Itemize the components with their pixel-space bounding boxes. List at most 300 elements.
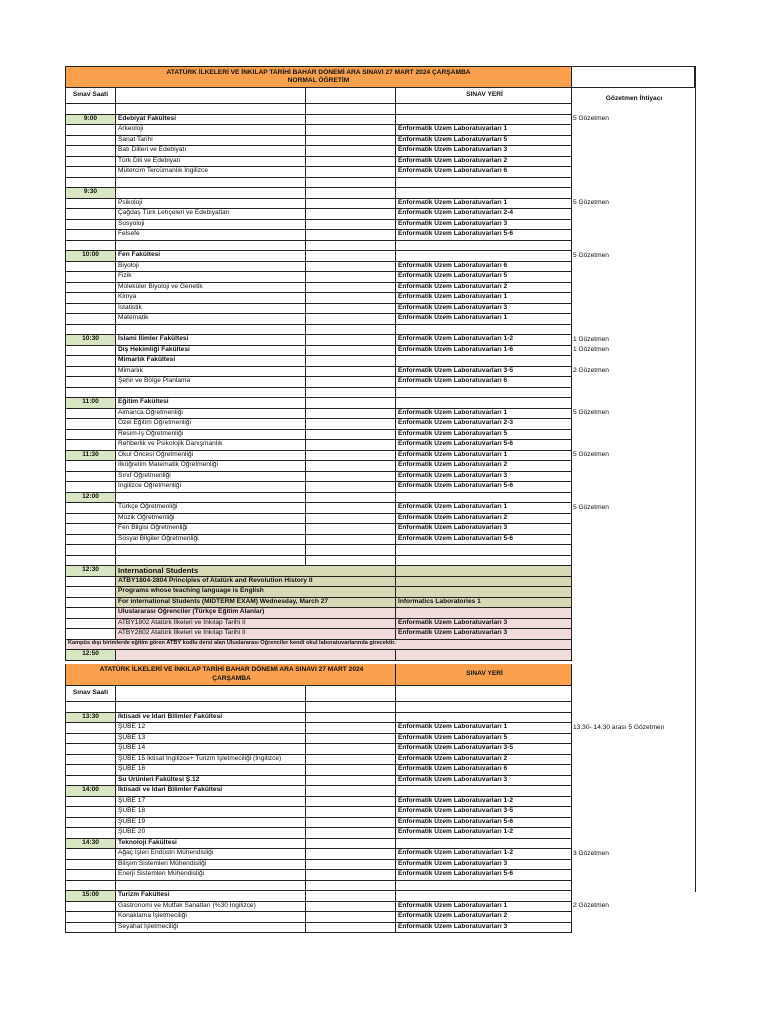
program-name-cell: Konaklama İşletmeciliği (116, 912, 306, 923)
blank-cell (306, 293, 396, 304)
program-name-cell: Rehberlik ve Psikolojik Danışmanlık (116, 440, 306, 451)
table-row (65, 125, 695, 136)
blank-cell (306, 440, 396, 451)
table-row (65, 356, 695, 367)
proctor-need-cell: 5 Gözetmen (573, 451, 609, 459)
exam-time-cell: 14:30 (65, 839, 116, 850)
exam-place-cell (396, 188, 572, 199)
exam-place-cell: Enformatik Uzem Laboratuvarları 1 (396, 314, 572, 325)
exam-place-cell: Enformatik Uzem Laboratuvarları 6 (396, 262, 572, 273)
exam-place-cell: Enformatik Uzem Laboratuvarları 3 (396, 776, 572, 787)
table-row (65, 325, 695, 336)
exam-time-cell (65, 577, 116, 588)
table-row (65, 461, 695, 472)
table-row (65, 272, 695, 283)
exam-time-cell (65, 776, 116, 787)
intl-midterm-row (65, 598, 695, 609)
blank-cell (306, 556, 396, 567)
intl-name-cell: ATBY2802 Atatürk İlkeleri ve İnkılap Tarihi II (116, 629, 396, 640)
blank-cell (306, 251, 396, 262)
proctor-need-cell (572, 167, 695, 178)
intl-note: Kampüs dışı birimlerde eğitim gören ATBY kodlu dersi alan Uluslararası Öğrenciler kendi okul laboratuvarlarında girecektir. (65, 640, 572, 651)
exam-time-cell (65, 556, 116, 567)
table-row (65, 178, 695, 189)
program-name-cell (116, 241, 306, 252)
program-name-cell: Moleküler Biyoloji ve Genetik (116, 283, 306, 294)
program-name-cell: İstatistik (116, 304, 306, 315)
exam-time-cell (65, 304, 116, 315)
blank-cell (306, 493, 396, 504)
intl-course-row (65, 577, 695, 588)
table-row (65, 419, 695, 430)
program-name-cell: Çağdaş Türk Lehçeleri ve Edebiyatları (116, 209, 306, 220)
program-name-cell: Enerji Sistemleri Mühendisliği (116, 870, 306, 881)
intl-name-cell (116, 650, 396, 661)
exam-place-cell (396, 104, 572, 115)
header2-title-line1: ATATÜRK İLKELERİ VE İNKILAP TARİHİ BAHAR DÖNEMİ ARA SINAVI 27 MART 2024 (99, 666, 364, 674)
proctor-need-cell (572, 776, 695, 787)
header-title-line1: ATATÜRK İLKELERİ VE İNKILAP TARİHİ BAHAR DÖNEMİ ARA SINAVI 27 MART 2024 ÇARŞAMBA (166, 68, 471, 76)
table-row (65, 440, 695, 451)
header-title-row (65, 66, 695, 88)
exam-time-cell (65, 482, 116, 493)
table-row (65, 335, 695, 346)
exam-time-cell: 12:50 (65, 650, 116, 661)
exam-time-cell (65, 860, 116, 871)
exam-time-cell (65, 734, 116, 745)
table-row (65, 786, 695, 797)
col-exam-place: SINAV YERİ (396, 88, 572, 104)
exam-place-cell: Enformatik Uzem Laboratuvarları 5-6 (396, 870, 572, 881)
table-row (65, 828, 695, 839)
exam-place-cell (396, 891, 572, 902)
exam-place-cell (396, 545, 572, 556)
proctor-need-cell (572, 765, 695, 776)
table-row (65, 744, 695, 755)
proctor-need-cell: 1 Gözetmen (573, 346, 609, 354)
exam-time-cell: 15:00 (65, 891, 116, 902)
table-row (65, 251, 695, 262)
exam-place-cell (396, 356, 572, 367)
exam-time-cell (65, 430, 116, 441)
blank-cell (306, 335, 396, 346)
exam-time-cell (65, 178, 116, 189)
exam-time-cell (65, 136, 116, 147)
proctor-need-cell (572, 241, 695, 252)
table-row (65, 839, 695, 850)
exam-time-cell (65, 923, 116, 934)
exam-time-cell (65, 388, 116, 399)
exam-time-cell (65, 199, 116, 210)
program-name-cell: Müzik Öğretmenliği (116, 514, 306, 525)
exam-time-cell (65, 409, 116, 420)
program-name-cell: ŞUBE 16 (116, 765, 306, 776)
blank-cell (306, 230, 396, 241)
proctor-need-cell (572, 356, 695, 367)
table-row (65, 849, 695, 860)
exam-place-cell: Enformatik Uzem Laboratuvarları 3-5 (396, 807, 572, 818)
exam-time-cell (65, 629, 116, 640)
program-name-cell: İngilizce Öğretmenliği (116, 482, 306, 493)
table-row (65, 535, 695, 546)
blank-cell (306, 923, 396, 934)
blank-cell (306, 199, 396, 210)
table-row (65, 398, 695, 409)
blank-cell (306, 744, 396, 755)
blank-cell (306, 125, 396, 136)
exam-place-cell: Enformatik Uzem Laboratuvarları 2-3 (396, 419, 572, 430)
proctor-need-cell (572, 493, 695, 504)
program-name-cell: Edebiyat Fakültesi (116, 115, 306, 126)
table-row (65, 713, 695, 724)
exam-time-cell: 12:30 (65, 566, 116, 577)
blank-cell (306, 723, 396, 734)
proctor-need-cell (572, 230, 695, 241)
exam-time-cell (65, 723, 116, 734)
program-name-cell: Teknoloji Fakültesi (116, 839, 306, 850)
proctor-need-cell (572, 325, 695, 336)
table-row (65, 430, 695, 441)
table-row (65, 923, 695, 934)
exam-place-cell: Enformatik Uzem Laboratuvarları 1-2 (396, 797, 572, 808)
proctor-need-cell (572, 734, 695, 745)
exam-place-cell: Enformatik Uzem Laboratuvarları 1-2 (396, 849, 572, 860)
program-name-cell: Psikoloji (116, 199, 306, 210)
exam-time-cell (65, 325, 116, 336)
table-row (65, 545, 695, 556)
exam-place-cell (396, 178, 572, 189)
exam-time-cell (65, 503, 116, 514)
exam-time-cell (65, 902, 116, 913)
intl-title-row (65, 566, 695, 577)
intl-course2-row (65, 629, 695, 640)
exam-place-cell: Enformatik Uzem Laboratuvarları 5 (396, 272, 572, 283)
intl-place-cell: Enformatik Uzem Laboratuvarları 3 (396, 619, 572, 630)
program-name-cell: Mütercim Tercümanlık İngilizce (116, 167, 306, 178)
table-row (65, 514, 695, 525)
intl-place-cell: Enformatik Uzem Laboratuvarları 3 (396, 629, 572, 640)
table-row (65, 776, 695, 787)
blank-cell (306, 524, 396, 535)
table-row (65, 881, 695, 892)
exam-time-cell (65, 283, 116, 294)
exam-place-cell (396, 251, 572, 262)
blank-cell (306, 545, 396, 556)
exam-place-cell (396, 839, 572, 850)
exam-place-cell: Enformatik Uzem Laboratuvarları 1 (396, 503, 572, 514)
proctor-need-cell (572, 440, 695, 451)
table-row (65, 702, 695, 713)
table-row (65, 199, 695, 210)
exam-time-cell (65, 419, 116, 430)
exam-time-cell (65, 472, 116, 483)
blank-cell (306, 461, 396, 472)
exam-place-cell (396, 325, 572, 336)
program-name-cell: Sanat Tarihi (116, 136, 306, 147)
table-row (65, 912, 695, 923)
table-row (65, 241, 695, 252)
blank-cell (306, 765, 396, 776)
program-name-cell: İslami İlimler Fakültesi (116, 335, 306, 346)
blank-cell (306, 514, 396, 525)
exam-place-cell: Enformatik Uzem Laboratuvarları 1 (396, 293, 572, 304)
proctor-need-cell: 5 Gözetmen (573, 503, 609, 511)
exam-place-cell: Enformatik Uzem Laboratuvarları 2 (396, 283, 572, 294)
proctor-need-cell: 2 Gözetmen (573, 367, 609, 375)
intl-course1-row (65, 619, 695, 630)
exam-place-cell: Enformatik Uzem Laboratuvarları 1 (396, 723, 572, 734)
header2-columns-row (65, 686, 695, 702)
table-row (65, 891, 695, 902)
proctor-need-cell (572, 220, 695, 231)
exam-time-cell (65, 356, 116, 367)
table-row (65, 409, 695, 420)
exam-place-cell: Enformatik Uzem Laboratuvarları 6 (396, 377, 572, 388)
proctor-need-cell (572, 807, 695, 818)
program-name-cell: Türk Dili ve Edebiyatı (116, 157, 306, 168)
exam-time-cell: 9:00 (65, 115, 116, 126)
intl-end-row (65, 650, 695, 661)
table-row (65, 230, 695, 241)
exam-place-cell: Enformatik Uzem Laboratuvarları 2 (396, 755, 572, 766)
table-row (65, 377, 695, 388)
exam-place-cell: Enformatik Uzem Laboratuvarları 3 (396, 472, 572, 483)
program-name-cell: Seyahat İşletmeciliği (116, 923, 306, 934)
program-name-cell: Arkeoloji (116, 125, 306, 136)
intl-name-cell: For international Students (MIDTERM EXAM) Wednesday, March 27 (116, 598, 396, 609)
intl-place-cell (396, 577, 572, 588)
program-name-cell: Almanca Öğretmenliği (116, 409, 306, 420)
table-row (65, 293, 695, 304)
table-row (65, 902, 695, 913)
intl-place-cell (396, 608, 572, 619)
blank-cell (306, 535, 396, 546)
table-row (65, 493, 695, 504)
exam-time-cell (65, 377, 116, 388)
proctor-need-cell (572, 388, 695, 399)
blank-cell (306, 702, 396, 713)
blank-cell (306, 828, 396, 839)
proctor-need-cell (572, 524, 695, 535)
blank-cell (306, 209, 396, 220)
exam-place-cell: Enformatik Uzem Laboratuvarları 1 (396, 199, 572, 210)
table-row (65, 472, 695, 483)
proctor-need-cell: 5 Gözetmen (573, 409, 609, 417)
proctor-need-cell (572, 713, 695, 724)
proctor-need-cell (572, 818, 695, 829)
blank-cell (306, 734, 396, 745)
program-name-cell: Gastronomi ve Mutfak Sanatları (%30 İngilizce) (116, 902, 306, 913)
table-row (65, 167, 695, 178)
proctor-need-cell (572, 839, 695, 850)
intl-note-row (65, 640, 695, 651)
blank-cell (306, 755, 396, 766)
program-name-cell: İktisadi ve İdari Bilimler Fakültesi (116, 713, 306, 724)
table-row (65, 220, 695, 231)
exam-time-cell: 14:00 (65, 786, 116, 797)
exam-time-cell (65, 440, 116, 451)
program-name-cell (116, 104, 306, 115)
exam-time-cell (65, 461, 116, 472)
exam-time-cell (65, 870, 116, 881)
exam-place-cell: Enformatik Uzem Laboratuvarları 1-6 (396, 346, 572, 357)
header2-title-row (65, 664, 695, 686)
program-name-cell (116, 188, 306, 199)
exam-place-cell (396, 702, 572, 713)
header2-col-time: Sınav Saati (65, 686, 116, 702)
blank-cell (306, 241, 396, 252)
program-name-cell: Diş Hekimliği Fakültesi (116, 346, 306, 357)
exam-place-cell: Enformatik Uzem Laboratuvarları 3 (396, 524, 572, 535)
exam-time-cell (65, 545, 116, 556)
program-name-cell: ŞUBE 19 (116, 818, 306, 829)
program-name-cell: Turizm Fakültesi (116, 891, 306, 902)
proctor-need-cell (572, 136, 695, 147)
blank-cell (306, 388, 396, 399)
program-name-cell: ŞUBE 14 (116, 744, 306, 755)
blank-cell (306, 325, 396, 336)
exam-time-cell (65, 230, 116, 241)
blank-cell (306, 807, 396, 818)
exam-place-cell: Enformatik Uzem Laboratuvarları 3 (396, 304, 572, 315)
blank-cell (306, 314, 396, 325)
table-row (65, 723, 695, 734)
table-row (65, 209, 695, 220)
proctor-need-cell: 5 Gözetmen (573, 115, 609, 123)
proctor-need-cell (572, 702, 695, 713)
blank-cell (306, 146, 396, 157)
program-name-cell: ŞUBE 13 (116, 734, 306, 745)
proctor-need-cell (572, 545, 695, 556)
program-name-cell: Felsefe (116, 230, 306, 241)
proctor-need-cell: 5 Gözetmen (573, 251, 609, 259)
blank-cell (306, 115, 396, 126)
exam-time-cell (65, 157, 116, 168)
table-row (65, 556, 695, 567)
program-name-cell: Biyoloji (116, 262, 306, 273)
proctor-need-cell (572, 860, 695, 871)
intl-place-cell: Informatics Laboratories 1 (396, 598, 572, 609)
blank-cell (306, 503, 396, 514)
proctor-need-cell (572, 283, 695, 294)
exam-time-cell: 12:00 (65, 493, 116, 504)
proctor-need-cell (572, 891, 695, 902)
blank-cell (306, 188, 396, 199)
proctor-need-cell (572, 398, 695, 409)
exam-place-cell: Enformatik Uzem Laboratuvarları 1 (396, 409, 572, 420)
proctor-need-cell (572, 293, 695, 304)
table-row (65, 262, 695, 273)
program-name-cell: Batı Dilleri ve Edebiyatı (116, 146, 306, 157)
exam-place-cell: Enformatik Uzem Laboratuvarları 5-6 (396, 535, 572, 546)
table-row (65, 524, 695, 535)
header2-title-line2: ÇARŞAMBA (212, 674, 251, 682)
program-name-cell: Mimarlık (116, 367, 306, 378)
exam-time-cell (65, 818, 116, 829)
exam-place-cell (396, 115, 572, 126)
intl-programs-row (65, 587, 695, 598)
exam-time-cell (65, 912, 116, 923)
exam-time-cell (65, 744, 116, 755)
program-name-cell: ŞUBE 18 (116, 807, 306, 818)
exam-place-cell: Enformatik Uzem Laboratuvarları 3 (396, 146, 572, 157)
proctor-need-cell (572, 482, 695, 493)
exam-place-cell (396, 881, 572, 892)
table-row (65, 115, 695, 126)
exam-time-cell (65, 220, 116, 231)
program-name-cell: Fizik (116, 272, 306, 283)
exam-time-cell: 11:30 (65, 451, 116, 462)
table-row (65, 314, 695, 325)
table-row (65, 734, 695, 745)
proctor-need-cell (572, 314, 695, 325)
exam-place-cell (396, 713, 572, 724)
exam-time-cell (65, 209, 116, 220)
proctor-need-cell (572, 535, 695, 546)
proctor-need-cell (572, 188, 695, 199)
exam-time-cell (65, 849, 116, 860)
exam-time-cell (65, 314, 116, 325)
blank-cell (306, 849, 396, 860)
exam-place-cell: Enformatik Uzem Laboratuvarları 5-6 (396, 818, 572, 829)
blank-cell (306, 482, 396, 493)
exam-place-cell (396, 556, 572, 567)
intl-name-cell: Programs whose teaching language is English (116, 587, 396, 598)
proctor-need-cell (572, 209, 695, 220)
table-row (65, 451, 695, 462)
exam-place-cell: Enformatik Uzem Laboratuvarları 3-5 (396, 744, 572, 755)
proctor-need-cell (572, 125, 695, 136)
program-name-cell: Matematik (116, 314, 306, 325)
exam-place-cell (396, 493, 572, 504)
table-row (65, 870, 695, 881)
table-row (65, 765, 695, 776)
intl-name-cell: Uluslararası Öğrenciler (Türkçe Eğitim Alanlar) (116, 608, 396, 619)
blank-cell (306, 912, 396, 923)
exam-place-cell: Enformatik Uzem Laboratuvarları 6 (396, 765, 572, 776)
program-name-cell: ŞUBE 15 İktisat İngilizce+ Turizm İşletmeciliği (İngilizce) (116, 755, 306, 766)
program-name-cell: Su Ürünleri Fakültesi Ş.12 (116, 776, 306, 787)
blank-cell (306, 409, 396, 420)
exam-place-cell: Enformatik Uzem Laboratuvarları 2 (396, 912, 572, 923)
proctor-need-cell: 3 Gözetmen (573, 849, 609, 857)
blank-cell (306, 881, 396, 892)
program-name-cell (116, 881, 306, 892)
blank-cell (306, 283, 396, 294)
table-row (65, 818, 695, 829)
exam-time-cell (65, 272, 116, 283)
table-row (65, 136, 695, 147)
program-name-cell: Mimarlık Fakültesi (116, 356, 306, 367)
exam-place-cell (396, 388, 572, 399)
blank-cell (306, 178, 396, 189)
proctor-need-cell (572, 419, 695, 430)
blank-cell (306, 104, 396, 115)
exam-place-cell: Enformatik Uzem Laboratuvarları 5-6 (396, 482, 572, 493)
blank-cell (306, 136, 396, 147)
program-name-cell: Sosyal Bilgiler Öğretmenliği (116, 535, 306, 546)
exam-place-cell: Enformatik Uzem Laboratuvarları 1 (396, 125, 572, 136)
table-row (65, 797, 695, 808)
exam-time-cell (65, 293, 116, 304)
blank-cell (306, 220, 396, 231)
blank-cell (306, 818, 396, 829)
table-row (65, 482, 695, 493)
blank-cell (306, 891, 396, 902)
exam-time-cell (65, 755, 116, 766)
proctor-need-cell (572, 377, 695, 388)
exam-time-cell (65, 367, 116, 378)
